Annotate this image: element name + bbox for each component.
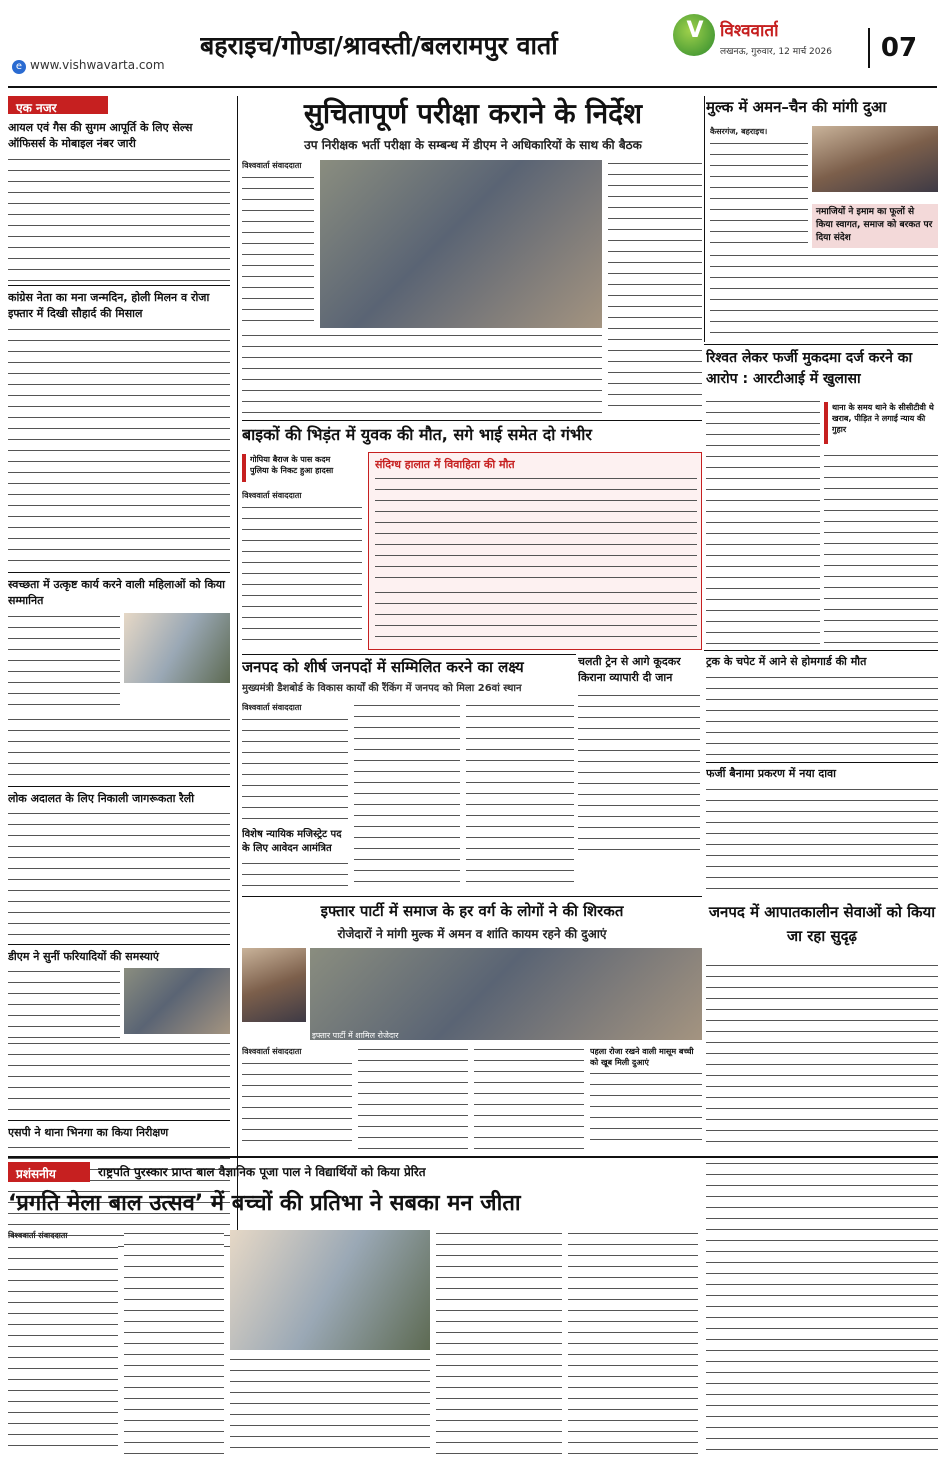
left-headline-1: आयल एवं गैस की सुगम आपूर्ति के लिए सेल्स ऑफिसर्स के मोबाइल नंबर जारी <box>8 121 193 150</box>
divider <box>8 786 230 787</box>
bottom-byline: विश्ववार्ता संवाददाता <box>8 1231 68 1240</box>
bribe-headline: रिश्वत लेकर फर्जी मुकदमा दर्ज करने का आरोप : आरटीआई में खुलासा <box>706 350 913 387</box>
iftar-text-2 <box>358 1046 468 1150</box>
page-number: 07 <box>868 28 928 68</box>
fake-deed-headline: फर्जी बैनामा प्रकरण में नया दावा <box>706 767 837 780</box>
main-text-bottom <box>242 332 602 416</box>
caption-bar <box>242 454 246 482</box>
brand-name: विश्ववार्ता <box>720 21 779 41</box>
award-photo <box>124 613 230 683</box>
bottom-text-1 <box>8 1244 118 1456</box>
meeting-photo <box>320 160 602 328</box>
left-headline-3: स्वच्छता में उत्कृष्ट कार्य करने वाली महिलाओं को किया सम्मानित <box>8 578 225 607</box>
main-headline: सुचितापूर्ण परीक्षा कराने के निर्देश <box>303 97 643 130</box>
ek-nazar-kicker: एक नजर <box>8 96 108 114</box>
dowry-death-box <box>368 452 702 650</box>
column-divider <box>704 96 705 342</box>
dm-photo <box>124 968 230 1034</box>
main-byline: विश्ववार्ता संवाददाता <box>242 161 302 170</box>
browser-e-icon: e <box>12 60 26 74</box>
iftar-subheadline: रोजेदारों ने मांगी मुल्क में अमन व शांति कायम रहने की दुआएं <box>337 927 607 941</box>
box-text-2 <box>375 589 697 647</box>
ranking-story <box>242 656 574 892</box>
right-top-text-2 <box>710 252 938 340</box>
accident-byline: विश्ववार्ता संवाददाता <box>242 491 302 500</box>
left-column <box>8 96 234 1251</box>
mela-photo <box>230 1230 430 1350</box>
site-url[interactable]: e www.vishwavarta.com <box>12 58 165 74</box>
left-text-1 <box>8 156 230 282</box>
accident-text <box>242 504 362 650</box>
right-top-dateline: कैसरगंज, बहराइच। <box>710 127 768 136</box>
divider <box>706 762 938 763</box>
fake-deed-text <box>706 786 938 896</box>
bribe-story <box>706 348 938 648</box>
iftar-caption-2: पहला रोजा रखने वाली मासूम बच्ची को खूब मिली दुआएं <box>590 1047 694 1067</box>
left-headline-2: कांग्रेस नेता का मना जन्मदिन, होली मिलन व रोजा इफ्तार में दिखी सौहार्द की मिसाल <box>8 291 210 320</box>
divider <box>242 420 702 421</box>
truck-headline: ट्रक के चपेट में आने से होमगार्ड की मौत <box>706 655 867 668</box>
divider <box>8 944 230 945</box>
ranking-subheadline: मुख्यमंत्री डैशबोर्ड के विकास कार्यों की रैंकिंग में जनपद को मिला 26वां स्थान <box>242 683 522 694</box>
train-text <box>578 692 700 852</box>
box-text <box>375 475 697 585</box>
divider <box>242 896 702 897</box>
magistrate-headline: विशेष न्यायिक मजिस्ट्रेट पद के लिए आवेदन आमंत्रित <box>242 829 342 854</box>
bottom-text-2 <box>124 1230 224 1456</box>
emergency-headline-block <box>706 900 938 960</box>
bottom-text-3 <box>230 1356 430 1456</box>
left-text-5a <box>8 968 120 1038</box>
ranking-headline: जनपद को शीर्ष जनपदों में सम्मिलित करने का लक्ष्य <box>242 658 524 676</box>
column-divider <box>237 96 238 1251</box>
left-headline-6: एसपी ने थाना भिनगा का किया निरीक्षण <box>8 1126 169 1139</box>
iftar-photo <box>310 948 702 1040</box>
main-text-col1 <box>242 174 314 328</box>
left-text-5b <box>8 1040 230 1116</box>
ranking-text-2 <box>354 702 460 890</box>
right-top-story <box>706 96 938 342</box>
header-rule <box>8 86 937 88</box>
left-text-4 <box>8 810 230 940</box>
left-text-3b <box>8 716 230 782</box>
brand-logo-mark: V <box>686 18 704 43</box>
divider <box>8 572 230 573</box>
accident-story <box>242 424 702 652</box>
iftar-text-3 <box>474 1046 584 1150</box>
bottom-tagline: राष्ट्रपति पुरस्कार प्राप्त बाल वैज्ञानिक पूजा पाल ने विद्यार्थियों को किया प्रेरित <box>98 1165 426 1179</box>
accident-caption: गोपिया बैराज के पास कदम पुलिया के निकट हुआ हादसा <box>250 455 334 475</box>
iftar-text-4 <box>590 1070 702 1150</box>
iftar-headline: इफ्तार पार्टी में समाज के हर वर्ग के लोगों ने की शिरकत <box>320 902 624 920</box>
divider <box>8 1156 938 1158</box>
edition-line: लखनऊ, गुरुवार, 12 मार्च 2026 <box>720 47 832 57</box>
ranking-text-1 <box>242 716 348 824</box>
right-top-caption: नमाजियों ने इमाम का फूलों से किया स्वागत, समाज को बरकत पर दिया संदेश <box>812 204 938 248</box>
main-subheadline: उप निरीक्षक भर्ती परीक्षा के सम्बन्ध में डीएम ने अधिकारियों के साथ की बैठक <box>304 138 642 152</box>
iftar-byline: विश्ववार्ता संवाददाता <box>242 1047 302 1056</box>
divider <box>704 344 938 345</box>
main-text-col4 <box>608 160 702 416</box>
page-header <box>0 0 945 92</box>
train-headline: चलती ट्रेन से आगे कूदकर किराना व्यापारी दी जान <box>578 655 681 684</box>
caption-bar <box>824 402 828 444</box>
accident-headline: बाइकों की भिड़ंत में युवक की मौत, सगे भाई समेत दो गंभीर <box>242 425 592 444</box>
prashansniya-tag: प्रशंसनीय <box>8 1162 90 1182</box>
namaz-photo <box>812 126 938 192</box>
divider <box>704 650 938 651</box>
truck-story <box>706 654 938 898</box>
iftar-caption-1: इफ्तार पार्टी में शामिल रोजेदार <box>312 1031 399 1040</box>
emergency-text <box>706 962 938 1150</box>
iftar-story <box>242 900 702 1152</box>
left-headline-4: लोक अदालत के लिए निकाली जागरूकता रैली <box>8 792 195 805</box>
main-story <box>242 96 702 418</box>
bottom-text-4 <box>436 1230 562 1456</box>
magistrate-text <box>242 860 348 890</box>
left-text-3a <box>8 613 120 713</box>
train-story <box>578 654 700 854</box>
right-top-headline: मुल्क में अमन–चैन की मांगी दुआ <box>706 98 887 116</box>
left-headline-5: डीएम ने सुनीं फरियादियों की समस्याएं <box>8 950 159 963</box>
iftar-text-1 <box>242 1060 352 1150</box>
bribe-text-1 <box>706 398 820 548</box>
left-text-2 <box>8 326 230 568</box>
box-headline: संदिग्ध हालात में विवाहिता की मौत <box>375 458 515 471</box>
bottom-story <box>8 1160 938 1460</box>
ranking-text-3 <box>466 702 574 890</box>
divider <box>8 1120 230 1121</box>
section-title: बहराइच/गोण्डा/श्रावस्ती/बलरामपुर वार्ता <box>200 31 558 60</box>
emergency-headline: जनपद में आपातकालीन सेवाओं को किया जा रहा सुदृढ़ <box>708 903 936 945</box>
divider <box>8 285 230 286</box>
bottom-text-5 <box>568 1230 698 1456</box>
truck-text <box>706 674 938 758</box>
bottom-headline: ‘प्रगति मेला बाल उत्सव’ में बच्चों की प्रतिभा ने सबका मन जीता <box>8 1191 521 1216</box>
bribe-text-2 <box>824 452 938 646</box>
ranking-byline: विश्ववार्ता संवाददाता <box>242 703 302 712</box>
bottom-right-text <box>706 1160 938 1456</box>
divider <box>242 654 576 655</box>
bribe-text-3 <box>706 552 820 646</box>
child-photo <box>242 948 306 1022</box>
bribe-caption: थाना के समय थाने के सीसीटीवी थे खराब, पीड़ित ने लगाई न्याय की गुहार <box>832 403 934 434</box>
